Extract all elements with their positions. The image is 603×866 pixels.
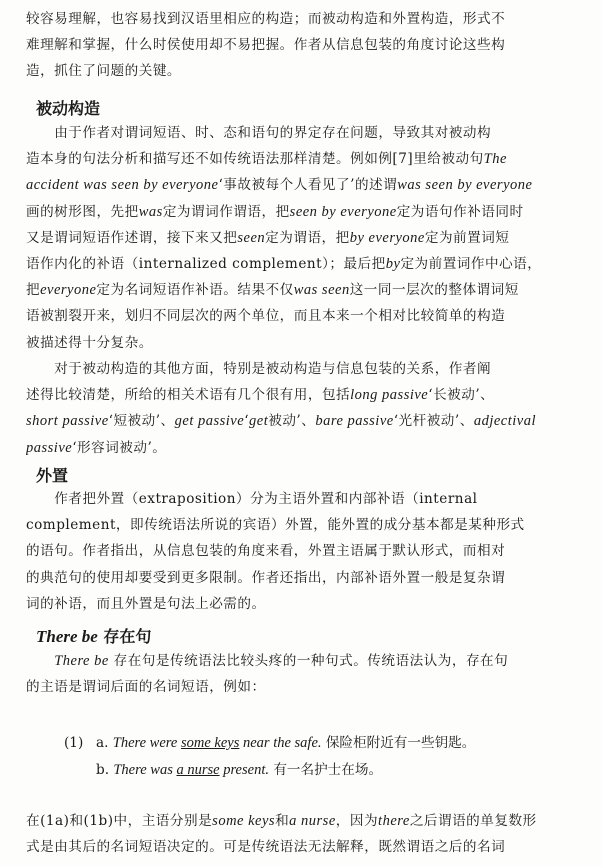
final-paragraph (26, 808, 579, 860)
text-line: 造，抓住了问题的关键。 (26, 63, 182, 80)
text-line: 造本身的句法分析和描写还不如传统语法那样清楚。例如例[7]里给被动句The (26, 151, 507, 168)
passive-paragraph-2 (26, 356, 579, 461)
text-line: 词的补语，而且外置是句法上必需的。 (26, 595, 266, 612)
text-line: complement，即传统语法所说的宾语）外置，能外置的成分基本都是某种形式 (26, 517, 525, 534)
text-line: 的主语是谓词后面的名词短语，例如： (26, 679, 266, 696)
example-a: a. There were some keys near the safe. 保险柜附近有一些钥匙。 (96, 735, 476, 751)
text-line: 的语句。作者指出，从信息包装的角度来看，外置主语属于默认形式，而相对 (26, 543, 506, 560)
text-line: 作者把外置（extraposition）分为主语外置和内部补语（internal (54, 491, 478, 507)
text-line: 又是谓词短语作述谓，接下来又把seen定为谓语，把by everyone定为前置词短 (26, 229, 510, 246)
text-line: 由于作者对谓词短语、时、态和语句的界定存在问题，导致其对被动构 (54, 125, 492, 141)
text-line: There be 存在句是传统语法比较头疼的一种句式。传统语法认为，存在句 (54, 653, 509, 669)
text-line: 对于被动构造的其他方面，特别是被动构造与信息包装的关系，作者阐 (54, 361, 492, 377)
text-line: 画的树形图，先把was定为谓词作谓语，把seen by everyone定为语句作补语同时 (26, 203, 524, 220)
passive-paragraph-1 (26, 120, 579, 356)
text-line: 把everyone定为名词短语作补语。结果不仅was seen这一同一层次的整体谓词短 (26, 282, 519, 299)
example-b: b. There was a nurse present. 有一名护士在场。 (96, 762, 383, 778)
extraposition-paragraph (26, 486, 579, 617)
section-heading-passive: 被动构造 (36, 99, 101, 118)
there-be-paragraph (26, 648, 579, 700)
text-line: 较容易理解，也容易找到汉语里相应的构造；而被动构造和外置构造，形式不 (26, 11, 506, 27)
text-line: short passive‘短被动’、get passive‘get被动’、bare passive‘光杆被动’、adjectival (26, 413, 536, 430)
intro-paragraph (26, 6, 579, 85)
section-heading-there-be: There be 存在句 (36, 627, 152, 646)
text-line: 被描述得十分复杂。 (26, 334, 153, 351)
text-line: 的典范句的使用却要受到更多限制。作者还指出，内部补语外置一般是复杂谓 (26, 569, 506, 586)
text-line: 难理解和掌握，什么时侯使用却不易把握。作者从信息包装的角度讨论这些构 (26, 37, 506, 54)
text-line: 式是由其后的名词短语决定的。可是传统语法无法解释，既然谓语之后的名词 (26, 839, 506, 856)
text-line: 述得比较清楚，所给的相关术语有几个很有用，包括long passive‘长被动’、 (26, 387, 495, 404)
text-line: 在(1a)和(1b)中，主语分别是some keys和a nurse，因为there之后谓语的单复数形 (26, 813, 537, 829)
example-number: (1) (64, 735, 84, 751)
text-line: passive‘形容词被动’。 (26, 439, 167, 456)
text-line: 语作内化的补语（internalized complement）；最后把by定为前置词作中心语， (26, 256, 542, 273)
text-line: accident was seen by everyone‘事故被每个人看见了’的述谓was seen by everyone (26, 177, 533, 194)
text-line: 语被割裂开来，划归不同层次的两个单位，而且本来一个相对比较简单的构造 (26, 308, 506, 325)
section-heading-extraposition: 外置 (36, 466, 69, 485)
